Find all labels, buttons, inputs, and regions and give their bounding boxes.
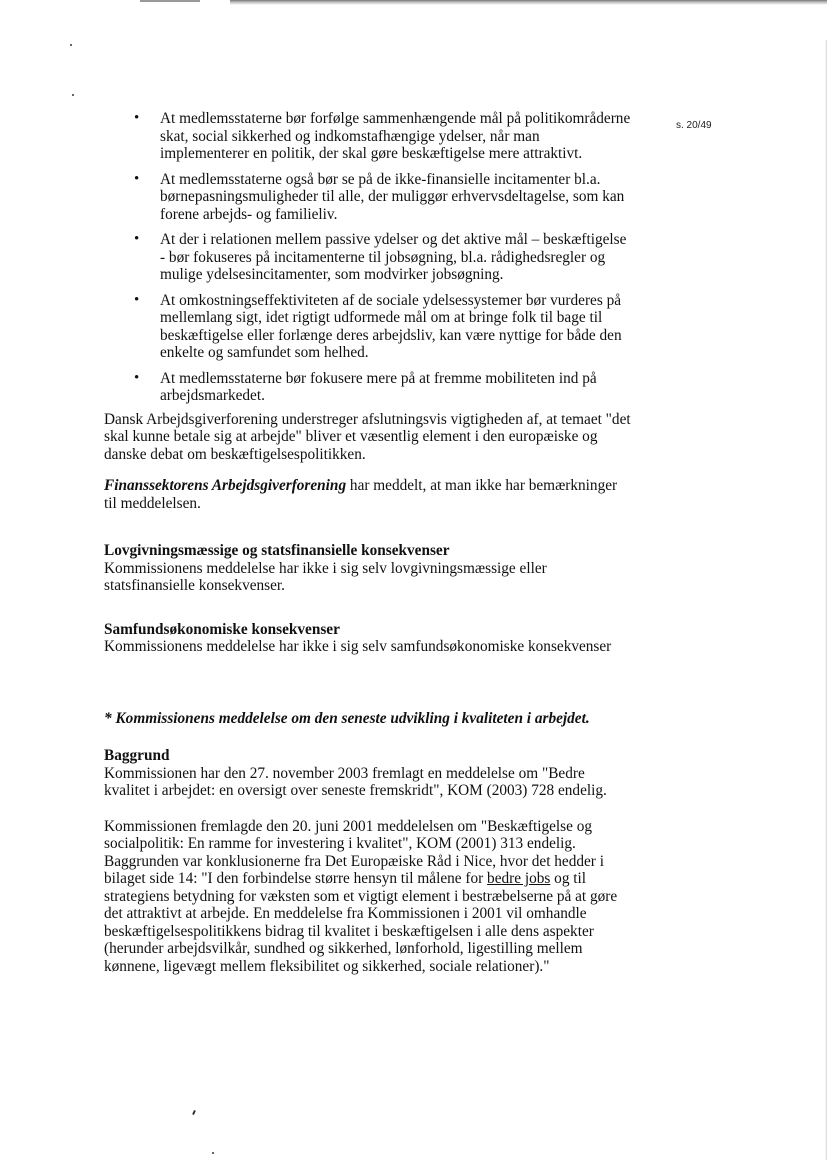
bullet-item: • At medlemsstaterne bør forfølge sammenhængende mål på politikområderne skat, social sikkerhed og indkomstafhængige ydelser, når man implementerer en politik, der skal gøre beskæftigelse mere attraktivt.	[104, 110, 632, 163]
scan-speck	[72, 94, 74, 96]
scan-speck	[192, 1110, 196, 1115]
scan-speck	[70, 44, 72, 46]
scan-edge-mark	[140, 0, 200, 2]
baggrund-text-after: og til strategiens betydning for væksten som et vigtigt element i bestræbelserne på at gøre det attraktivt at arbejde. En meddelelse fra Kommissionen i 2001 vil omhandle beskæftigelsespolitikkens bidrag til kvalitet i beskæftigelsen i alle dens aspekter (herunder arbejdsvilkår, sundhed og sikkerhed, lønforhold, ligestilling mellem kønnene, ligevægt mellem fleksibilitet og sikkerhed, sociale relationer)."	[104, 870, 618, 975]
bullet-list	[104, 110, 632, 405]
underlined-phrase: bedre jobs	[487, 870, 551, 887]
bullet-item: • At der i relationen mellem passive ydelser og det aktive mål – beskæftigelse - bør fokuseres på incitamenterne til jobsøgning, bl.a. rådighedsregler og mulige ydelsesincitamenter, som modvirker jobsøgning.	[104, 231, 632, 284]
section-text-samf: Kommissionens meddelelse har ikke i sig selv samfundsøkonomiske konsekvenser	[104, 638, 612, 655]
section-heading-samf: Samfundsøkonomiske konsekvenser	[104, 620, 340, 638]
baggrund-paragraph-2	[104, 818, 632, 976]
scan-speck	[212, 1152, 214, 1154]
document-body	[104, 110, 632, 989]
finans-text: har meddelt, at man ikke har bemærkninger til meddelelsen.	[104, 477, 618, 512]
conclusion-paragraph: Dansk Arbejdsgiverforening understreger afslutningsvis vigtigheden af, at temaet "det skal kunne betale sig at arbejde" bliver et væsentlig element i den europæiske og danske debat om beskæftigelsespolitikken.	[104, 410, 631, 463]
item-heading: * Kommissionens meddelelse om den seneste udvikling i kvaliteten i arbejdet.	[104, 709, 590, 727]
bullet-item: • At medlemsstaterne også bør se på de ikke-finansielle incitamenter bl.a. børnepasningsmuligheder til alle, der muliggør erhvervsdeltagelse, som kan forene arbejds- og familieliv.	[104, 171, 632, 224]
bullet-item: • At medlemsstaterne bør fokusere mere på at fremme mobiliteten ind på arbejdsmarkedet.	[104, 370, 632, 405]
baggrund-text-before: Kommissionen fremlagde den 20. juni 2001 meddelelsen om "Beskæftigelse og socialpolitik: En ramme for investering i kvalitet", KOM (2001) 313 endelig. Baggrunden var konklusionerne fra Det Europæiske Råd i Nice, hvor det hedder i bilaget side 14: "I den forbindelse større hensyn til målene for	[104, 817, 604, 887]
organization-name: Finanssektorens Arbejdsgiverforening	[104, 477, 347, 494]
section-heading-lov: Lovgivningsmæssige og statsfinansielle konsekvenser	[104, 542, 450, 559]
page-number: s. 20/49	[676, 120, 712, 131]
section-text-lov: Kommissionens meddelelse har ikke i sig selv lovgivningsmæssige eller statsfinansielle konsekvenser.	[104, 559, 547, 594]
baggrund-heading: Baggrund	[104, 747, 170, 764]
finans-paragraph	[104, 477, 632, 512]
scan-edge-top	[230, 0, 827, 5]
baggrund-paragraph-1: Kommissionen har den 27. november 2003 fremlagt en meddelelse om "Bedre kvalitet i arbejdet: en oversigt over seneste fremskridt", KOM (2003) 728 endelig.	[104, 764, 607, 799]
bullet-item: • At omkostningseffektiviteten af de sociale ydelsessystemer bør vurderes på mellemlang sigt, idet rigtigt udformede mål om at bringe folk til bage til beskæftigelse eller forlænge deres arbejdsliv, kan være nyttige for både den enkelte og samfundet som helhed.	[104, 292, 632, 362]
